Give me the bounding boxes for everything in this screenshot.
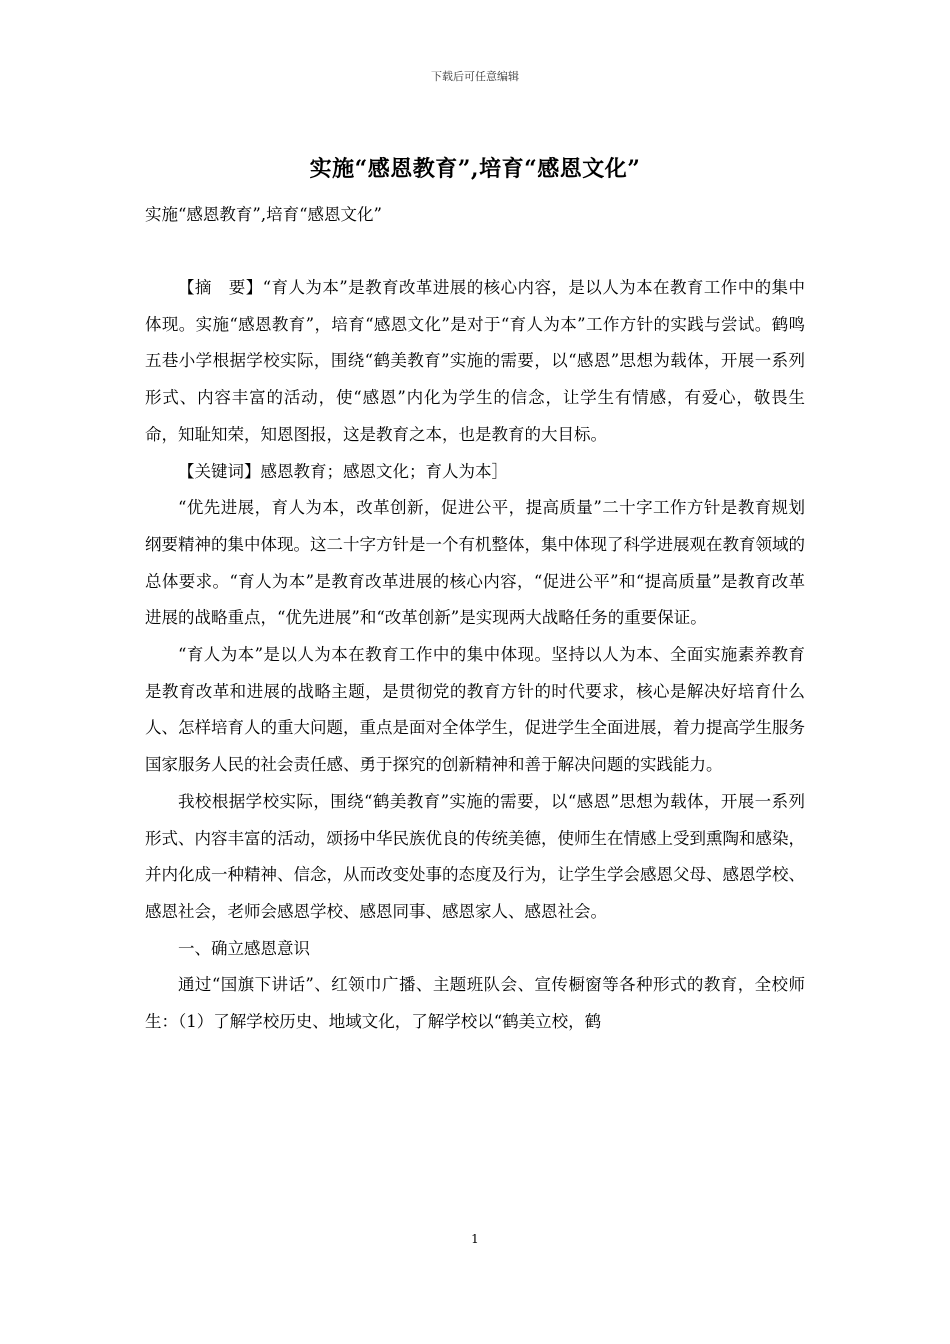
paragraph: 我校根据学校实际，围绕“鹤美教育”实施的需要，以“感恩”思想为载体，开展一系列形式、内容丰富的活动，颂扬中华民族优良的传统美德，使师生在情感上受到熏陶和感染，并内化成一种精神、信念，从而改变处事的态度及行为，让学生学会感恩父母、感恩学校、感恩社会，老师会感恩学校、感恩同事、感恩家人、感恩社会。 bbox=[145, 791, 805, 921]
paragraph-keywords: 【关键词】感恩教育；感恩文化；育人为本］ bbox=[178, 461, 508, 481]
document-body bbox=[145, 270, 805, 1041]
page-number: 1 bbox=[471, 1232, 479, 1246]
paragraph: 通过“国旗下讲话”、红领巾广播、主题班队会、宣传橱窗等各种形式的教育，全校师生：（1）了解学校历史、地域文化，了解学校以“鹤美立校，鹤 bbox=[145, 975, 805, 1032]
paragraph: “优先进展，育人为本，改革创新，促进公平，提高质量”二十字工作方针是教育规划纲要精神的集中体现。这二十字方针是一个有机整体，集中体现了科学进展观在教育领域的总体要求。“育人为本”是教育改革进展的核心内容，“促进公平”和“提高质量”是教育改革进展的战略重点，“优先进展”和“改革创新”是实现两大战略任务的重要保证。 bbox=[145, 498, 805, 628]
paragraph: “育人为本”是以人为本在教育工作中的集中体现。坚持以人为本、全面实施素养教育是教育改革和进展的战略主题，是贯彻党的教育方针的时代要求，核心是解决好培育什么人、怎样培育人的重大问题，重点是面对全体学生，促进学生全面进展，着力提高学生服务国家服务人民的社会责任感、勇于探究的创新精神和善于解决问题的实践能力。 bbox=[145, 645, 805, 775]
document-title: 实施“感恩教育”,培育“感恩文化” bbox=[309, 156, 641, 182]
document-subtitle: 实施“感恩教育”,培育“感恩文化” bbox=[145, 205, 382, 224]
page-header: 下载后可任意编辑 bbox=[431, 70, 519, 83]
paragraph-abstract: 【摘 要】“育人为本”是教育改革进展的核心内容，是以人为本在教育工作中的集中体现。实施“感恩教育”，培育“感恩文化”是对于“育人为本”工作方针的实践与尝试。鹤鸣五巷小学根据学校实际，围绕“鹤美教育”实施的需要，以“感恩”思想为载体，开展一系列形式、内容丰富的活动，使“感恩”内化为学生的信念，让学生有情感，有爱心，敬畏生命，知耻知荣，知恩图报，这是教育之本，也是教育的大目标。 bbox=[145, 278, 805, 444]
section-heading: 一、确立感恩意识 bbox=[178, 938, 310, 958]
